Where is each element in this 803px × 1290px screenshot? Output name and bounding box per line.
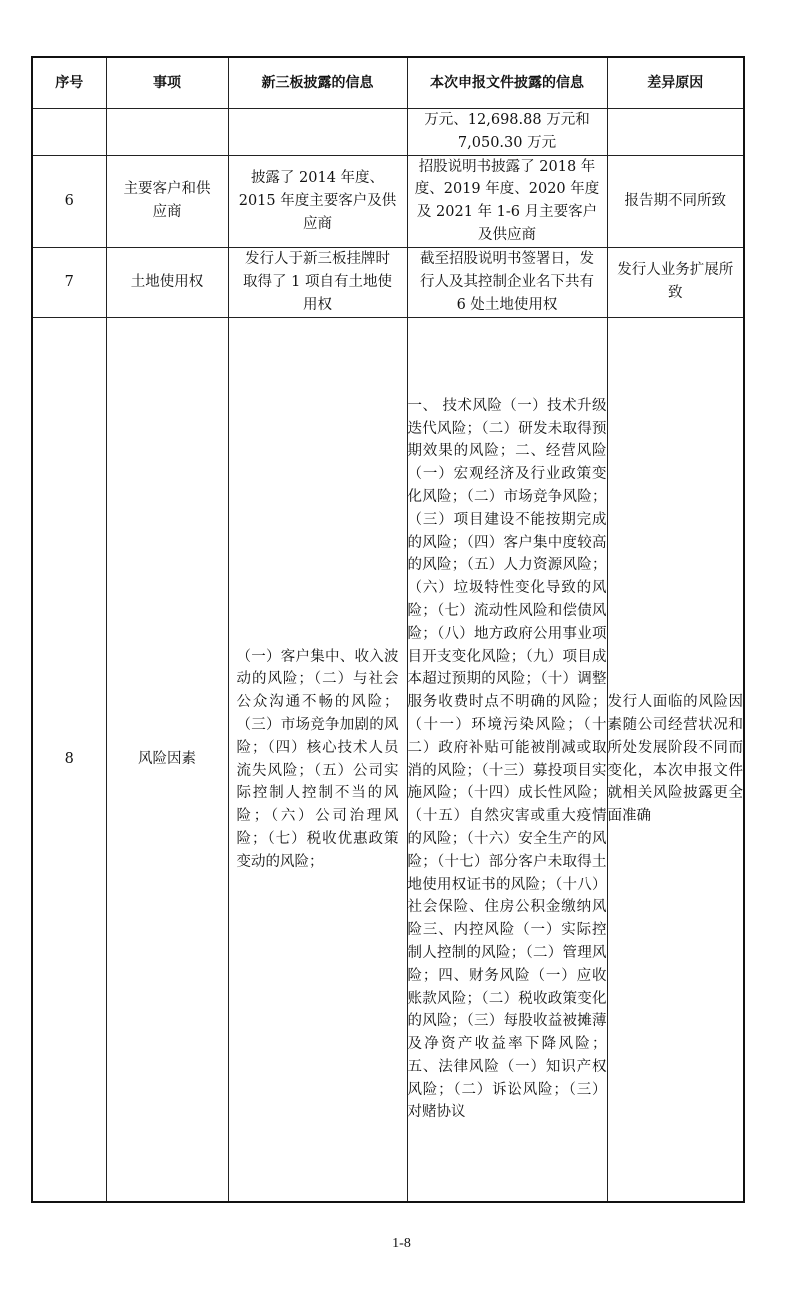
header-seq: 序号 bbox=[32, 57, 106, 109]
cell-filing: 一、 技术风险（一）技术升级迭代风险；（二）研发未取得预期效果的风险；二、经营风险（一）宏观经济及行业政策变化风险；（二）市场竞争风险；（三）项目建设不能按期完成的风险；（四）客户集中度较高的风险；（五）人力资源风险；（六）垃圾特性变化导致的风险；（七）流动性风险和偿债风险；（八）地方政府公用事业项目开支变化风险；（九）项目成本超过预期的风险；（十）调整服务收费时点不明确的风险；（十一）环境污染风险；（十二）政府补贴可能被削减或取消的风险；（十三）募投项目实施风险；（十四）成长性风险；（十五）自然灾害或重大疫情的风险；（十六）安全生产的风险；（十七）部分客户未取得土地使用权证书的风险；（十八）社会保险、住房公积金缴纳风险三、内控风险（一）实际控制人控制的风险；（二）管理风险；四、财务风险（一）应收账款风险；（二）税收政策变化的风险；（三）每股收益被摊薄及净资产收益率下降风险；五、法律风险（一）知识产权风险；（二）诉讼风险；（三）对赌协议 bbox=[407, 317, 607, 1202]
disclosure-comparison-table bbox=[31, 56, 745, 1203]
table-row bbox=[32, 247, 744, 317]
cell-item: 主要客户和供应商 bbox=[106, 155, 228, 247]
cell-num bbox=[32, 109, 106, 156]
cell-num: 7 bbox=[32, 247, 106, 317]
table-row bbox=[32, 109, 744, 156]
cell-reason: 发行人业务扩展所致 bbox=[607, 247, 744, 317]
cell-reason: 发行人面临的风险因素随公司经营状况和所处发展阶段不同而变化，本次申报文件就相关风险披露更全面准确 bbox=[607, 317, 744, 1202]
cell-neeq bbox=[228, 109, 407, 156]
cell-neeq: 发行人于新三板挂牌时取得了 1 项自有土地使用权 bbox=[228, 247, 407, 317]
header-filing-info: 本次申报文件披露的信息 bbox=[407, 57, 607, 109]
table-header-row bbox=[32, 57, 744, 109]
cell-num: 6 bbox=[32, 155, 106, 247]
cell-num: 8 bbox=[32, 317, 106, 1202]
cell-filing: 截至招股说明书签署日，发行人及其控制企业名下共有 6 处土地使用权 bbox=[407, 247, 607, 317]
cell-reason: 报告期不同所致 bbox=[607, 155, 744, 247]
header-neeq-info: 新三板披露的信息 bbox=[228, 57, 407, 109]
header-reason: 差异原因 bbox=[607, 57, 744, 109]
cell-reason bbox=[607, 109, 744, 156]
table-row bbox=[32, 317, 744, 1202]
cell-item: 风险因素 bbox=[106, 317, 228, 1202]
page-number: 1-8 bbox=[392, 1236, 411, 1251]
cell-neeq: （一）客户集中、收入波动的风险；（二）与社会公众沟通不畅的风险；（三）市场竞争加剧的风险；（四）核心技术人员流失风险；（五）公司实际控制人控制不当的风险；（六）公司治理风险；（七）税收优惠政策变动的风险； bbox=[228, 317, 407, 1202]
cell-item: 土地使用权 bbox=[106, 247, 228, 317]
cell-filing: 招股说明书披露了 2018 年度、2019 年度、2020 年度及 2021 年 1-6 月主要客户及供应商 bbox=[407, 155, 607, 247]
cell-filing: 万元、12,698.88 万元和 7,050.30 万元 bbox=[407, 109, 607, 156]
header-item: 事项 bbox=[106, 57, 228, 109]
cell-neeq: 披露了 2014 年度、2015 年度主要客户及供应商 bbox=[228, 155, 407, 247]
table-row bbox=[32, 155, 744, 247]
cell-item bbox=[106, 109, 228, 156]
